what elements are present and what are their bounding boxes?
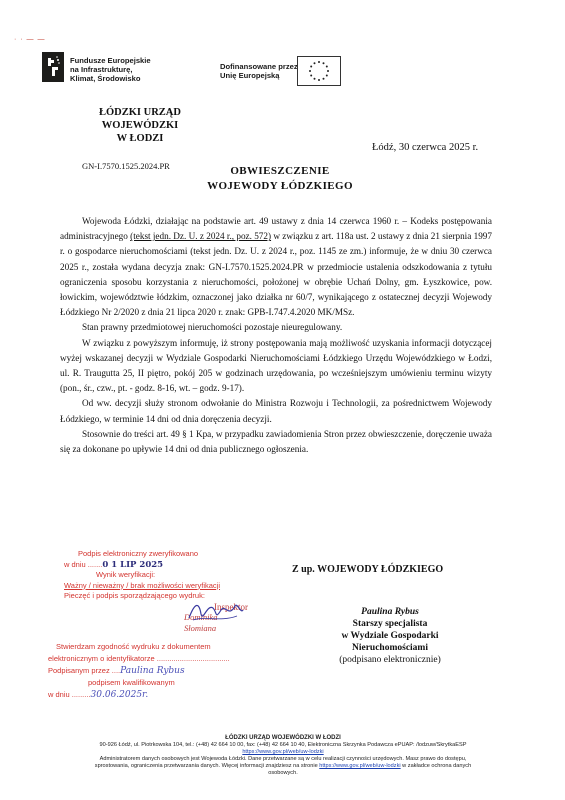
stamp2-line-1: Stwierdzam zgodność wydruku z dokumentem — [56, 642, 211, 651]
stamp2-line-3: Podpisanym przez ....Paulina Rybus — [48, 666, 185, 676]
cofin-line-2: Unię Europejską — [220, 71, 280, 80]
stamp1-line-4: Ważny / nieważny / brak możliwości weryfikacji — [64, 580, 221, 590]
p1-underlined-reference: (tekst jedn. Dz. U. z 2024 r., poz. 572) — [130, 231, 272, 242]
footer-gdpr-1: Administratorem danych osobowych jest Wojewoda Łódzki. Dane przetwarzane są w celu realizacji czynności urzędowych. Masz prawo do dostępu, — [99, 756, 467, 762]
signature-note: (podpisano elektronicznie) — [339, 655, 441, 665]
p1-text-b: w związku z art. 118a ust. 2 ustawy z dnia 21 sierpnia 1997 r. o gospodarce nieruchomościami (tekst jedn. Dz. U. z 2024 r., poz. 1145 ze zm.) informuje, że w dniu 30 czerwca 2025 r., została wydana decyzja znak: GN-I.7570.1525.2024.PR w przedmiocie ustalenia odszkodowania z tytułu ograniczenia sposobu korzystania z nieruchomości, położonej w obrębie Ucha​ń Dolny, gm. Łyszkowice, pow. łowickim, województwie łódzkim, oznaczonej jako działka nr 60/7, wynikającego z ostatecznej decyzji Wojewody Łódzkiego Nr 2/2020 z dnia 21 lipca 2020 r. znak: GPB-I.747.4.2020 MK/MSz. — [60, 231, 492, 318]
signatory-role-3: Nieruchomościami — [352, 643, 428, 653]
signatory-name: Paulina Rybus — [361, 607, 419, 617]
stamp2-handwritten-date: 30.06.2025r. — [90, 690, 149, 700]
footer-website-link[interactable]: https://www.gov.pl/web/uw-lodzki — [242, 749, 324, 755]
footer-address: 90-926 Łódź, ul. Piotrkowska 104, tel.: (+48) 42 664 10 00, fax: (+48) 42 664 10 40, Elektroniczna Skrzynka Podawcza ePUAP: /lodzuw/SkrytkaESP — [99, 742, 467, 748]
stamp2-line-2: elektronicznym o identyfikatorze ................................... — [48, 654, 230, 663]
p1-text-a: Wojewoda Łódzki, działając na podstawie art. 49 ustawy z dnia 14 czerwca 1960 r. – Kodeks postępowania administracyjnego — [60, 216, 492, 242]
cofin-line-1: Dofinansowane przez — [220, 62, 298, 71]
paragraph-3: W związku z powyższym informuję, iż strony postępowania mają możliwość uzyskania informacji dotyczącej wyżej wskazanej decyzji w Wydziale Gospodarki Nieruchomościami Łódzkiego Urzędu Wojewódzkiego w Łodzi, ul. R. Traugutta 25, II piętro, pokój 205 w godzinach urzędowania, po wcześniejszym umówieniu terminu wizyty (pon., śr., czw., pt. - godz. 8-16, wt. – godz. 9-17). — [60, 337, 492, 394]
stamp2-handwritten-name: Paulina Rybus — [120, 666, 185, 676]
office-line-2: W ŁODZI — [116, 133, 164, 144]
title-line-2: WOJEWODY ŁÓDZKIEGO — [207, 180, 353, 192]
conformity-stamp — [48, 641, 278, 701]
stamp1-inspector-name: Dominika Słomiana — [184, 612, 218, 633]
cofinanced-label — [220, 62, 298, 80]
case-number: GN-I.7570.1525.2024.PR — [82, 161, 170, 171]
footer-title: ŁÓDZKI URZĄD WOJEWÓDZKI W ŁODZI — [225, 735, 341, 741]
document-body — [60, 214, 492, 457]
signatory-role-1: Starszy specjalista — [352, 619, 428, 629]
stamp2-line-4: podpisem kwalifikowanym — [88, 678, 175, 687]
office-name — [60, 106, 220, 145]
signature-heading: Z up. WOJEWODY ŁÓDZKIEGO — [292, 564, 444, 575]
page-footer — [46, 735, 520, 777]
stamp1-inspector: Inspektor — [214, 601, 248, 612]
fe-line-3: Klimat, Środowisko — [70, 74, 141, 83]
european-funds-logo-text — [70, 56, 151, 83]
stamp1-line-2: w dniu .......0 1 LIP 2025 — [64, 559, 164, 570]
signatory-block — [300, 606, 480, 666]
stamp1-date-stamp: 0 1 LIP 2025 — [102, 559, 164, 570]
signatory-role-2: w Wydziale Gospodarki — [341, 631, 439, 641]
stamp2-line-5: w dniu .........30.06.2025r. — [48, 690, 149, 700]
fe-line-2: na Infrastrukturę, — [70, 65, 133, 74]
paragraph-1 — [60, 214, 492, 320]
title-line-1: OBWIESZCZENIE — [230, 165, 330, 177]
european-funds-logo-icon — [42, 52, 64, 82]
footer-gdpr-3: osobowych. — [268, 770, 298, 776]
footer-gdpr-2: sprostowania, ograniczenia przetwarzania danych. Więcej informacji znajdziesz na stronie https://www.gov.pl/web/uw-lodzki w zakładce ochrona danych — [94, 763, 472, 769]
office-line-1: ŁÓDZKI URZĄD WOJEWÓDZKI — [99, 107, 181, 131]
stamp1-line-3: Wynik weryfikacji: — [96, 570, 156, 579]
inspector-signature-scribble — [185, 600, 245, 626]
eu-flag-icon — [297, 56, 341, 86]
corner-mark: · · — — — [14, 36, 46, 43]
fe-line-1: Fundusze Europejskie — [70, 56, 151, 65]
document-title — [180, 164, 380, 194]
paragraph-5: Stosownie do treści art. 49 § 1 Kpa, w przypadku zawiadomienia Stron przez obwieszczenie, doręczenie uważa się za dokonane po upływie 14 dni od dnia publicznego ogłoszenia. — [60, 428, 492, 455]
stamp1-line-5: Pieczęć i podpis sporządzającego wydruk: — [64, 591, 205, 600]
paragraph-4: Od ww. decyzji służy stronom odwołanie do Ministra Rozwoju i Technologii, za pośrednictwem Wojewody Łódzkiego, w terminie 14 dni od dnia doręczenia decyzji. — [60, 398, 492, 424]
footer-gdpr-link[interactable]: https://www.gov.pl/web/uw-lodzki — [319, 763, 401, 769]
paragraph-2: Stan prawny przedmiotowej nieruchomości pozostaje nieuregulowany. — [82, 322, 343, 333]
stamp1-line-1: Podpis elektroniczny zweryfikowano — [78, 549, 199, 558]
document-date: Łódź, 30 czerwca 2025 r. — [372, 142, 479, 153]
